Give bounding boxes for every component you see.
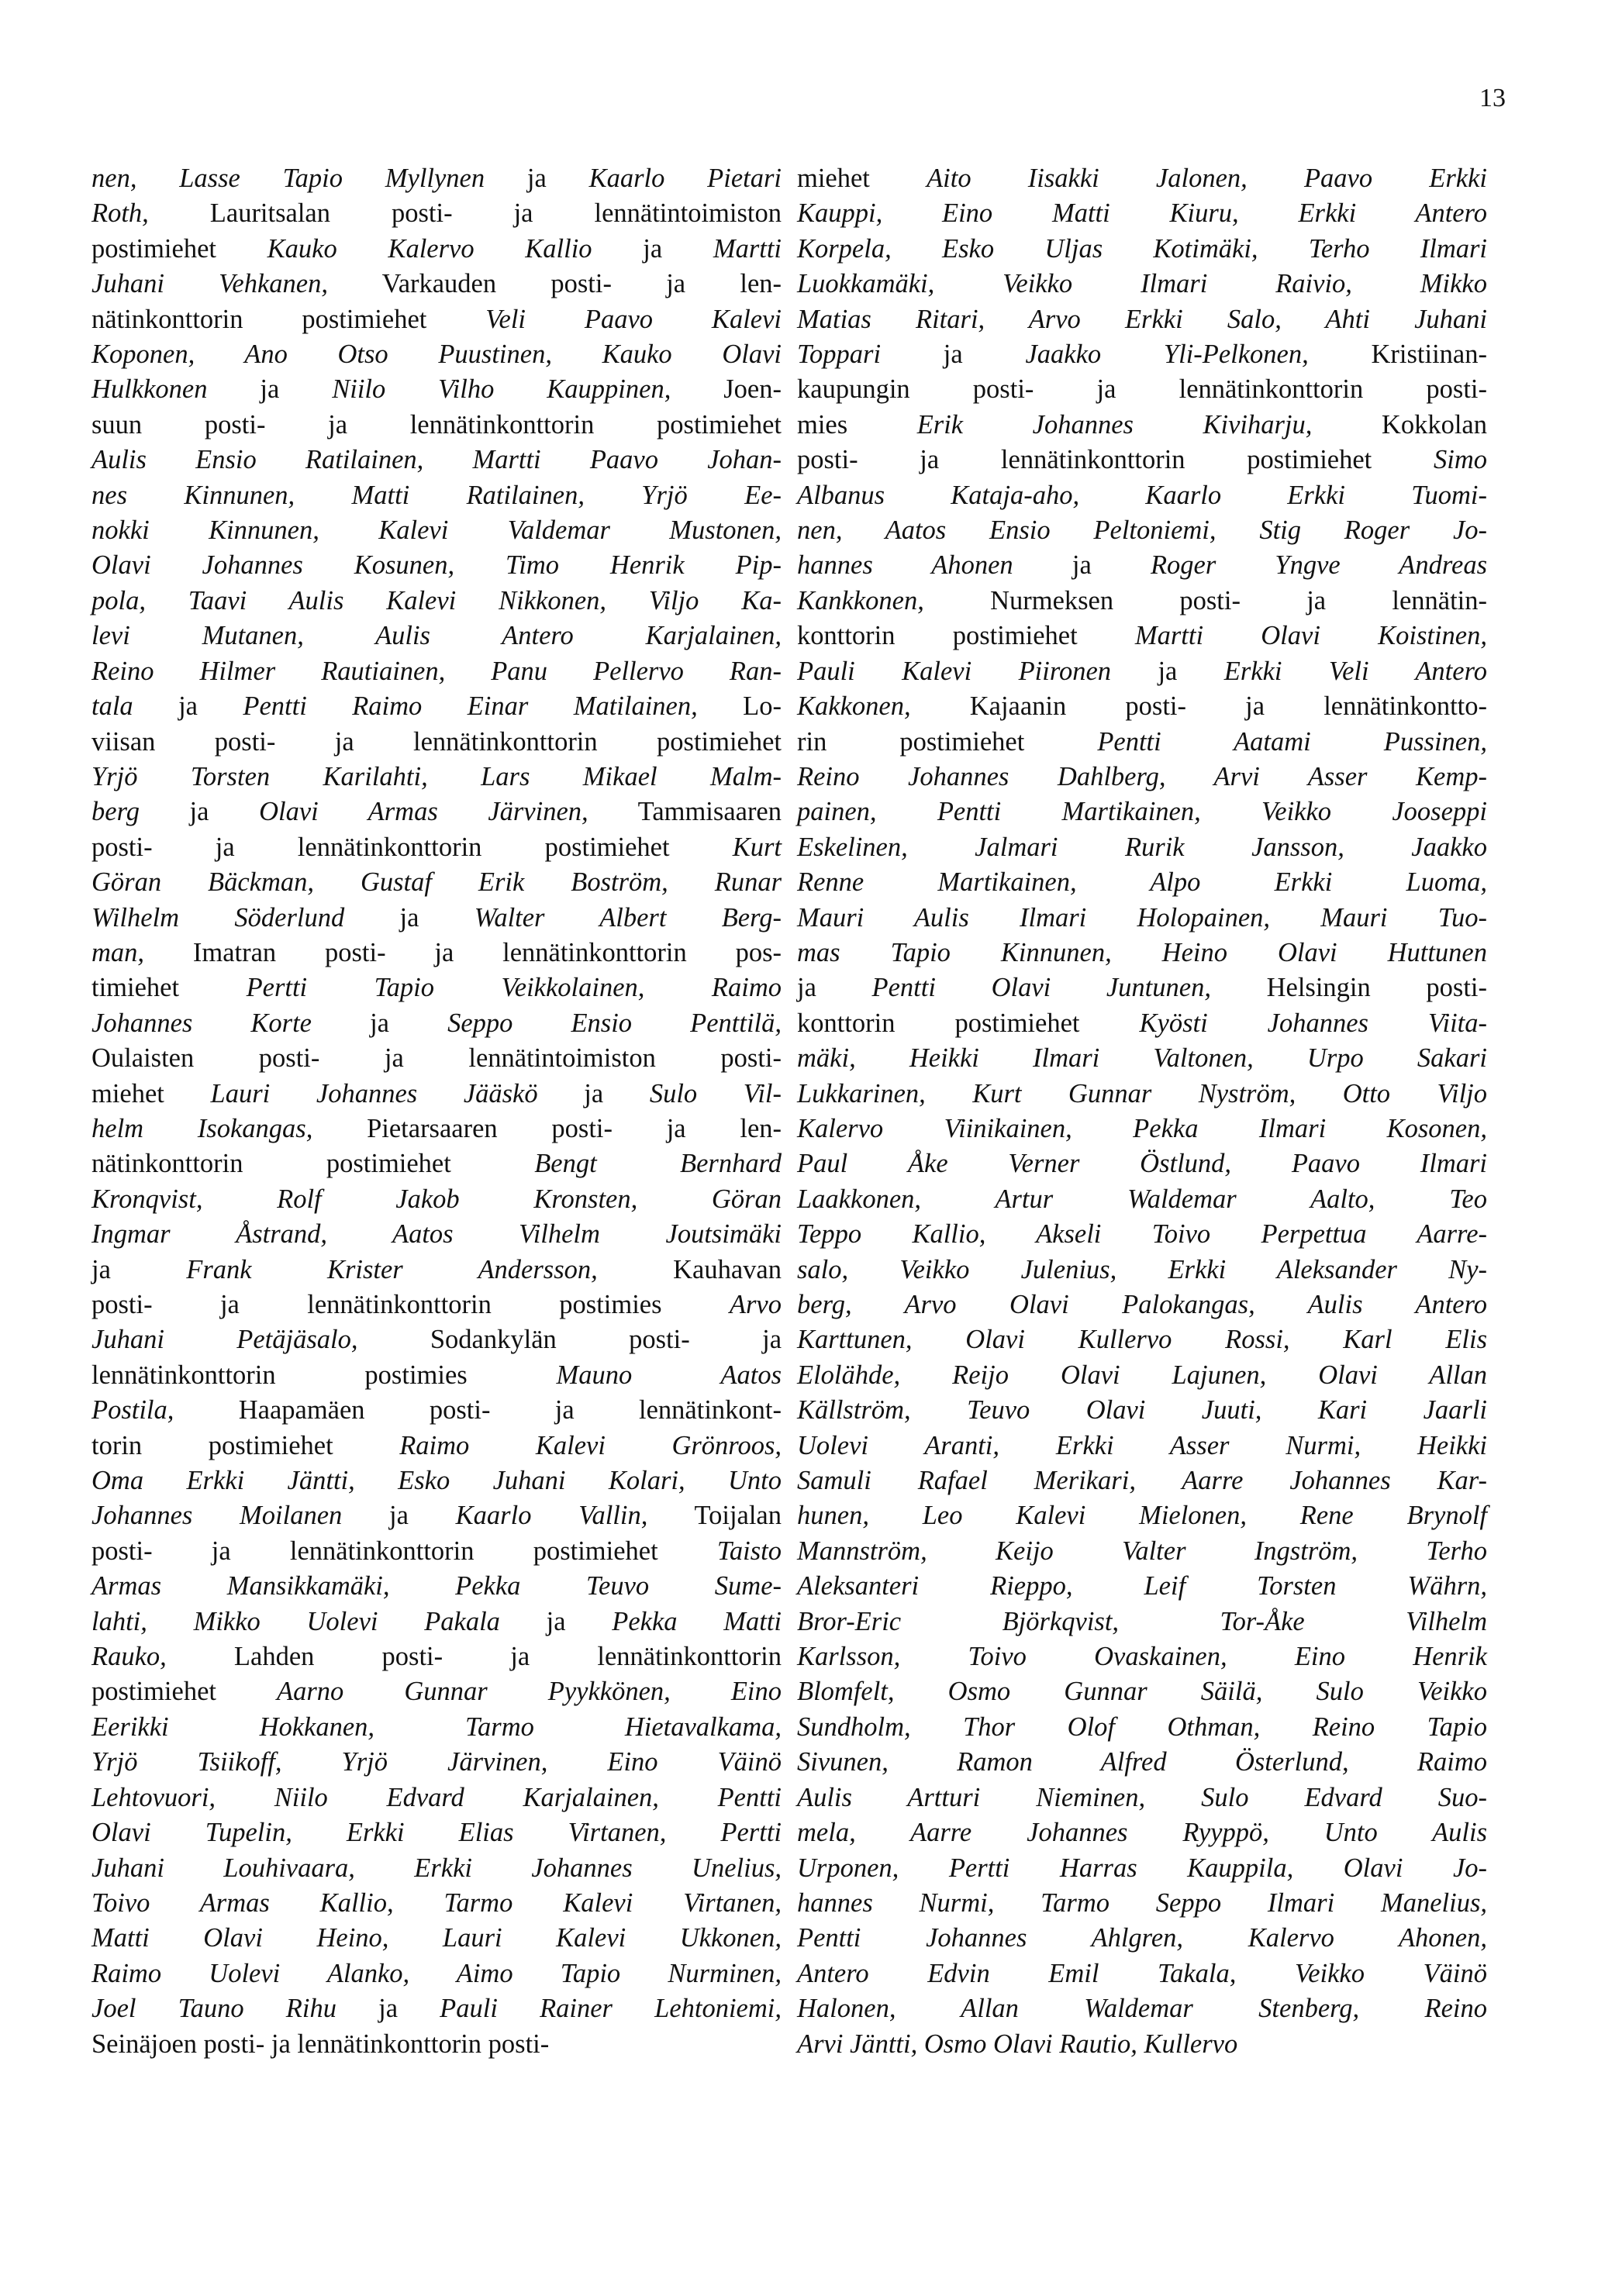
text-line xyxy=(91,1077,782,1112)
text-line xyxy=(91,1498,782,1533)
roman-text: ja xyxy=(311,1008,448,1038)
italic-name-text: Juhani Vehkanen, xyxy=(91,269,328,299)
text-line xyxy=(91,936,782,970)
roman-text: Tammisaaren xyxy=(588,797,782,827)
text-line xyxy=(797,1921,1487,1956)
text-line xyxy=(797,1534,1487,1569)
roman-text: ja xyxy=(344,902,475,933)
text-line xyxy=(91,548,782,583)
italic-name-text: Halonen, Allan Waldemar Stenberg, Reino xyxy=(797,1994,1487,2024)
text-line xyxy=(797,161,1487,196)
italic-name-text: tala xyxy=(91,691,133,722)
italic-name-text: Raimo Uolevi Alanko, Aimo Tapio Nurminen, xyxy=(91,1958,782,1988)
italic-name-text: Mannström, Keijo Valter Ingström, Terho xyxy=(797,1536,1487,1566)
roman-text: Toijalan xyxy=(647,1501,782,1531)
italic-name-text: Lauri Johannes Jääskö xyxy=(210,1078,538,1108)
text-line xyxy=(91,1288,782,1322)
text-line xyxy=(797,1288,1487,1322)
text-line xyxy=(91,584,782,619)
italic-name-text: Antero Edvin Emil Takala, Veikko Väinö xyxy=(797,1958,1487,1988)
italic-name-text: Arvi Jäntti, Osmo Olavi Rautio, Kullervo xyxy=(797,2029,1238,2059)
text-line xyxy=(797,302,1487,337)
text-line xyxy=(91,1605,782,1639)
text-line xyxy=(797,337,1487,372)
italic-name-text: Kakkonen, xyxy=(797,691,911,722)
roman-text: Nurmeksen posti- ja lennätin- xyxy=(923,585,1487,615)
italic-name-text: Kauppi, Eino Matti Kiuru, Erkki Antero xyxy=(797,198,1487,229)
italic-name-text: mäki, Heikki Ilmari Valtonen, Urpo Sakari xyxy=(797,1043,1487,1074)
text-line xyxy=(797,760,1487,795)
text-line xyxy=(91,1429,782,1463)
italic-name-text: nen, Lasse Tapio Myllynen xyxy=(91,164,485,193)
italic-name-text: Pekka Matti xyxy=(612,1606,782,1636)
text-line xyxy=(91,372,782,407)
italic-name-text: Laakkonen, Artur Waldemar Aalto, Teo xyxy=(797,1184,1487,1214)
italic-name-text: Olavi Johannes Kosunen, Timo Henrik Pip- xyxy=(91,550,782,581)
text-line xyxy=(797,1463,1487,1498)
text-line xyxy=(91,1534,782,1569)
text-line xyxy=(91,196,782,231)
text-line xyxy=(91,1710,782,1745)
text-line xyxy=(91,1112,782,1146)
text-line xyxy=(797,865,1487,900)
text-line xyxy=(91,1217,782,1252)
italic-name-text: Aito Iisakki Jalonen, Paavo Erkki xyxy=(927,164,1487,193)
italic-name-text: Karlsson, Toivo Ovaskainen, Eino Henrik xyxy=(797,1642,1487,1672)
italic-name-text: Ingmar Åstrand, Aatos Vilhelm Joutsimäki xyxy=(91,1219,782,1250)
roman-text: nätinkonttorin postimiehet xyxy=(91,304,486,334)
italic-name-text: Kauko Kalervo Kallio xyxy=(267,233,592,264)
text-line xyxy=(797,584,1487,619)
roman-text: Imatran posti- ja lennätinkonttorin pos- xyxy=(144,937,782,967)
roman-text: ja xyxy=(139,797,260,827)
roman-text: torin postimiehet xyxy=(91,1430,400,1460)
text-line xyxy=(797,830,1487,865)
text-line xyxy=(797,1077,1487,1112)
text-line xyxy=(91,408,782,443)
italic-name-text: Pentti Olavi Juntunen, xyxy=(871,973,1211,1003)
italic-name-text: Matias Ritari, Arvo Erkki Salo, Ahti Juhani xyxy=(797,304,1487,334)
italic-name-text: Reino Hilmer Rautiainen, Panu Pellervo Ran- xyxy=(91,656,782,686)
text-line xyxy=(797,443,1487,477)
italic-name-text: Kalervo Viinikainen, Pekka Ilmari Kosonen, xyxy=(797,1113,1487,1143)
italic-name-text: Koponen, Ano Otso Puustinen, Kauko Olavi xyxy=(91,340,782,370)
roman-text: ja xyxy=(485,164,589,193)
italic-name-text: mela, Aarre Johannes Ryyppö, Unto Aulis xyxy=(797,1818,1487,1848)
italic-name-text: pola, Taavi Aulis Kalevi Nikkonen, Viljo Ka- xyxy=(91,585,782,615)
italic-name-text: Pentti Aatami Pussinen, xyxy=(1097,726,1487,757)
italic-name-text: hannes Nurmi, Tarmo Seppo Ilmari Manelius, xyxy=(797,1887,1487,1918)
roman-text: ja xyxy=(336,1994,440,2024)
text-line xyxy=(91,1781,782,1815)
italic-name-text: Kronqvist, Rolf Jakob Kronsten, Göran xyxy=(91,1184,782,1214)
roman-text: suun posti- ja lennätinkonttorin postimiehet xyxy=(91,409,782,440)
text-line xyxy=(797,1182,1487,1217)
italic-name-text: Juhani Petäjäsalo, xyxy=(91,1325,358,1355)
italic-name-text: Mauri Aulis Ilmari Holopainen, Mauri Tuo- xyxy=(797,902,1487,933)
roman-text: Helsingin posti- xyxy=(1210,973,1487,1003)
italic-name-text: Frank Krister Andersson, xyxy=(186,1254,598,1284)
italic-name-text: Pauli Kalevi Piironen xyxy=(797,656,1112,686)
roman-text: posti- ja lennätinkonttorin postimiehet xyxy=(91,1536,717,1566)
text-line xyxy=(91,1393,782,1428)
italic-name-text: Sulo Vil- xyxy=(649,1078,782,1108)
text-line xyxy=(797,1674,1487,1709)
text-line xyxy=(91,478,782,513)
text-line xyxy=(797,1429,1487,1463)
text-line xyxy=(797,478,1487,513)
italic-name-text: Sivunen, Ramon Alfred Österlund, Raimo xyxy=(797,1747,1487,1777)
italic-name-text: Renne Martikainen, Alpo Erkki Luoma, xyxy=(797,867,1487,898)
italic-name-text: Paul Åke Verner Östlund, Paavo Ilmari xyxy=(797,1149,1487,1179)
text-line xyxy=(797,725,1487,760)
italic-name-text: Kankkonen, xyxy=(797,585,924,615)
text-line xyxy=(797,196,1487,231)
italic-name-text: man, xyxy=(91,937,145,967)
italic-name-text: Seppo Ensio Penttilä, xyxy=(447,1008,782,1038)
roman-text: ja xyxy=(207,374,333,405)
text-line xyxy=(91,1745,782,1780)
roman-text: Seinäjoen posti- ja lennätinkonttorin posti- xyxy=(91,2029,550,2059)
italic-name-text: nes Kinnunen, Matti Ratilainen, Yrjö Ee- xyxy=(91,480,782,510)
italic-name-text: Samuli Rafael Merikari, Aarre Johannes Kar- xyxy=(797,1466,1487,1496)
italic-name-text: Postila, xyxy=(91,1395,174,1426)
text-line xyxy=(797,1498,1487,1533)
text-line xyxy=(91,302,782,337)
italic-name-text: Simo xyxy=(1434,445,1487,475)
italic-name-text: Kurt xyxy=(732,832,782,862)
text-line xyxy=(797,1745,1487,1780)
text-line xyxy=(797,901,1487,936)
italic-name-text: Eerikki Hokkanen, Tarmo Hietavalkama, xyxy=(91,1712,782,1742)
italic-name-text: Erkki Veli Antero xyxy=(1223,656,1487,686)
text-line xyxy=(797,408,1487,443)
italic-name-text: lahti, Mikko Uolevi Pakala xyxy=(91,1606,500,1636)
italic-name-text: Källström, Teuvo Olavi Juuti, Kari Jaarli xyxy=(797,1395,1487,1426)
roman-text: konttorin postimiehet xyxy=(797,621,1135,651)
italic-name-text: Eskelinen, Jalmari Rurik Jansson, Jaakko xyxy=(797,832,1487,862)
roman-text: Sodankylän posti- ja xyxy=(357,1325,782,1355)
text-line xyxy=(91,267,782,302)
text-line xyxy=(91,1991,782,2026)
text-line xyxy=(797,1393,1487,1428)
text-line xyxy=(797,267,1487,302)
text-line xyxy=(91,513,782,548)
roman-text: posti- ja lennätinkonttorin postimiehet xyxy=(797,445,1434,475)
text-line xyxy=(91,1956,782,1991)
roman-text: posti- ja lennätinkonttorin postimies xyxy=(91,1290,730,1319)
roman-text: Kokkolan xyxy=(1312,409,1487,440)
italic-name-text: Pentti Johannes Ahlgren, Kalervo Ahonen, xyxy=(797,1923,1487,1953)
right-text-column xyxy=(797,161,1487,2062)
italic-name-text: Elolähde, Reijo Olavi Lajunen, Olavi Allan xyxy=(797,1360,1487,1390)
italic-name-text: Aulis Ensio Ratilainen, Martti Paavo Johan- xyxy=(91,445,782,475)
text-line xyxy=(91,830,782,865)
italic-name-text: Roth, xyxy=(91,198,149,229)
italic-name-text: salo, Veikko Julenius, Erkki Aleksander Ny- xyxy=(797,1254,1487,1284)
italic-name-text: Roger Yngve Andreas xyxy=(1150,550,1487,581)
italic-name-text: Oma Erkki Jäntti, Esko Juhani Kolari, Unto xyxy=(91,1466,782,1496)
italic-name-text: Pertti Tapio Veikkolainen, Raimo xyxy=(246,973,782,1003)
roman-text: ja xyxy=(1111,656,1224,686)
italic-name-text: Rauko, xyxy=(91,1642,167,1672)
text-line xyxy=(91,1006,782,1041)
roman-text: Lo- xyxy=(697,691,782,722)
italic-name-text: nen, Aatos Ensio Peltoniemi, Stig Roger Jo- xyxy=(797,515,1487,546)
roman-text: lennätinkonttorin postimies xyxy=(91,1360,557,1390)
italic-name-text: Armas Mansikkamäki, Pekka Teuvo Sume- xyxy=(91,1571,782,1601)
roman-text: Kajaanin posti- ja lennätinkontto- xyxy=(910,691,1487,722)
text-line xyxy=(91,1358,782,1393)
italic-name-text: Olavi Armas Järvinen, xyxy=(259,797,588,827)
text-line xyxy=(797,232,1487,267)
italic-name-text: Wilhelm Söderlund xyxy=(91,902,345,933)
italic-name-text: hunen, Leo Kalevi Mielonen, Rene Brynolf xyxy=(797,1501,1487,1531)
italic-name-text: Urponen, Pertti Harras Kauppila, Olavi Jo- xyxy=(797,1853,1487,1883)
text-line xyxy=(797,1358,1487,1393)
roman-text: Lauritsalan posti- ja lennätintoimiston xyxy=(148,198,782,229)
roman-text: postimiehet xyxy=(91,1677,278,1707)
roman-text: Joen- xyxy=(671,374,782,405)
text-line xyxy=(91,337,782,372)
text-line xyxy=(91,232,782,267)
text-line xyxy=(797,1146,1487,1181)
text-line xyxy=(797,936,1487,970)
text-line xyxy=(91,1253,782,1288)
italic-name-text: Teppo Kallio, Akseli Toivo Perpettua Aarre- xyxy=(797,1219,1487,1250)
text-line xyxy=(91,1815,782,1850)
roman-text: ja xyxy=(592,233,713,264)
text-line xyxy=(797,1041,1487,1076)
text-line xyxy=(797,1639,1487,1674)
roman-text: Varkauden posti- ja len- xyxy=(327,269,782,299)
roman-text: Kauhavan xyxy=(597,1254,782,1284)
roman-text: timiehet xyxy=(91,973,247,1003)
italic-name-text: Johannes Moilanen xyxy=(91,1501,343,1531)
text-line xyxy=(797,1569,1487,1604)
text-line xyxy=(91,970,782,1005)
text-line xyxy=(797,1956,1487,1991)
text-line xyxy=(797,1112,1487,1146)
italic-name-text: Albanus Kataja-aho, Kaarlo Erkki Tuomi- xyxy=(797,480,1487,510)
italic-name-text: Martti xyxy=(713,233,782,264)
text-line xyxy=(797,548,1487,583)
roman-text: postimiehet xyxy=(91,233,267,264)
italic-name-text: Yrjö Tsiikoff, Yrjö Järvinen, Eino Väinö xyxy=(91,1747,782,1777)
italic-name-text: Karttunen, Olavi Kullervo Rossi, Karl Elis xyxy=(797,1325,1487,1355)
italic-name-text: Martti Olavi Koistinen, xyxy=(1134,621,1487,651)
roman-text: ja xyxy=(537,1078,650,1108)
italic-name-text: Lukkarinen, Kurt Gunnar Nyström, Otto Viljo xyxy=(797,1078,1487,1108)
text-line xyxy=(797,1006,1487,1041)
text-line xyxy=(797,1253,1487,1288)
italic-name-text: berg, Arvo Olavi Palokangas, Aulis Antero xyxy=(797,1290,1487,1319)
italic-name-text: berg xyxy=(91,797,140,827)
text-line xyxy=(797,795,1487,829)
roman-text: viisan posti- ja lennätinkonttorin postimiehet xyxy=(91,726,782,757)
text-line xyxy=(797,1991,1487,2026)
italic-name-text: Bengt Bernhard xyxy=(534,1149,782,1179)
italic-name-text: Pentti Raimo Einar Matilainen, xyxy=(243,691,698,722)
text-line xyxy=(91,2027,782,2062)
roman-text: Kristiinan- xyxy=(1308,340,1487,370)
italic-name-text: Kyösti Johannes Viita- xyxy=(1139,1008,1487,1038)
italic-name-text: Luokkamäki, Veikko Ilmari Raivio, Mikko xyxy=(797,269,1487,299)
italic-name-text: Blomfelt, Osmo Gunnar Säilä, Sulo Veikko xyxy=(797,1677,1487,1707)
italic-name-text: levi Mutanen, Aulis Antero Karjalainen, xyxy=(91,621,782,651)
italic-name-text: Kaarlo Pietari xyxy=(588,164,782,193)
roman-text: posti- ja lennätinkonttorin postimiehet xyxy=(91,832,733,862)
italic-name-text: Pauli Rainer Lehtoniemi, xyxy=(440,1994,782,2024)
italic-name-text: Veli Paavo Kalevi xyxy=(485,304,782,334)
roman-text: ja xyxy=(342,1501,456,1531)
text-line xyxy=(797,970,1487,1005)
text-line xyxy=(91,1851,782,1886)
text-line xyxy=(91,1146,782,1181)
italic-name-text: Joel Tauno Rihu xyxy=(91,1994,336,2024)
italic-name-text: helm Isokangas, xyxy=(91,1113,313,1143)
text-line xyxy=(797,513,1487,548)
roman-text: rin postimiehet xyxy=(797,726,1098,757)
text-line xyxy=(797,689,1487,724)
text-line xyxy=(797,1886,1487,1921)
text-line xyxy=(91,1182,782,1217)
roman-text: Lahden posti- ja lennätinkonttorin xyxy=(166,1642,782,1672)
roman-text: ja xyxy=(133,691,243,722)
roman-text: ja xyxy=(1013,550,1151,581)
italic-name-text: Olavi Tupelin, Erkki Elias Virtanen, Pertti xyxy=(91,1818,782,1848)
text-line xyxy=(91,443,782,477)
text-line xyxy=(91,1674,782,1709)
italic-name-text: Johannes Korte xyxy=(91,1008,312,1038)
roman-text: ja xyxy=(91,1254,187,1284)
italic-name-text: Uolevi Aranti, Erkki Asser Nurmi, Heikki xyxy=(797,1430,1487,1460)
roman-text: Oulaisten posti- ja lennätintoimiston posti- xyxy=(91,1043,782,1074)
text-line xyxy=(91,795,782,829)
italic-name-text: Bror-Eric Björkqvist, Tor-Åke Vilhelm xyxy=(797,1606,1487,1636)
italic-name-text: Sundholm, Thor Olof Othman, Reino Tapio xyxy=(797,1712,1487,1742)
italic-name-text: Aarno Gunnar Pyykkönen, Eino xyxy=(277,1677,782,1707)
text-line xyxy=(797,1851,1487,1886)
italic-name-text: hannes Ahonen xyxy=(797,550,1013,581)
left-text-column xyxy=(91,161,782,2062)
text-line xyxy=(91,654,782,689)
italic-name-text: Juhani Louhivaara, Erkki Johannes Unelius, xyxy=(91,1853,782,1883)
italic-name-text: Erik Johannes Kiviharju, xyxy=(916,409,1313,440)
italic-name-text: Walter Albert Berg- xyxy=(474,902,782,933)
italic-name-text: Raimo Kalevi Grönroos, xyxy=(399,1430,782,1460)
italic-name-text: Jaakko Yli-Pelkonen, xyxy=(1025,340,1309,370)
italic-name-text: nokki Kinnunen, Kalevi Valdemar Mustonen, xyxy=(91,515,782,546)
page-number: 13 xyxy=(1479,84,1506,112)
text-line xyxy=(91,725,782,760)
roman-text: nätinkonttorin postimiehet xyxy=(91,1149,535,1179)
italic-name-text: Aleksanteri Rieppo, Leif Torsten Währn, xyxy=(797,1571,1487,1601)
text-line xyxy=(91,1463,782,1498)
italic-name-text: Göran Bäckman, Gustaf Erik Boström, Runar xyxy=(91,867,782,898)
italic-name-text: Matti Olavi Heino, Lauri Kalevi Ukkonen, xyxy=(91,1923,782,1953)
text-line xyxy=(797,654,1487,689)
italic-name-text: Korpela, Esko Uljas Kotimäki, Terho Ilmari xyxy=(797,233,1487,264)
italic-name-text: Yrjö Torsten Karilahti, Lars Mikael Malm- xyxy=(91,761,782,791)
text-line xyxy=(91,1041,782,1076)
text-line xyxy=(797,372,1487,407)
text-line xyxy=(797,2027,1487,2062)
italic-name-text: painen, Pentti Martikainen, Veikko Jooseppi xyxy=(797,797,1487,827)
text-line xyxy=(91,901,782,936)
text-line xyxy=(797,619,1487,653)
text-line xyxy=(91,1886,782,1921)
text-line xyxy=(91,619,782,653)
text-line xyxy=(91,760,782,795)
text-line xyxy=(91,1322,782,1357)
roman-text: Pietarsaaren posti- ja len- xyxy=(312,1113,782,1143)
text-line xyxy=(91,865,782,900)
text-line xyxy=(91,1639,782,1674)
text-line xyxy=(797,1322,1487,1357)
roman-text: miehet xyxy=(91,1078,211,1108)
italic-name-text: Toivo Armas Kallio, Tarmo Kalevi Virtanen, xyxy=(91,1887,782,1918)
roman-text: kaupungin posti- ja lennätinkonttorin posti- xyxy=(797,374,1487,405)
roman-text: ja xyxy=(881,340,1026,370)
italic-name-text: Toppari xyxy=(797,340,882,370)
text-line xyxy=(797,1781,1487,1815)
roman-text: konttorin postimiehet xyxy=(797,1008,1140,1038)
italic-name-text: Niilo Vilho Kauppinen, xyxy=(332,374,671,405)
text-line xyxy=(797,1605,1487,1639)
italic-name-text: Kaarlo Vallin, xyxy=(455,1501,648,1531)
roman-text: Haapamäen posti- ja lennätinkont- xyxy=(174,1395,782,1426)
italic-name-text: Arvo xyxy=(729,1290,782,1319)
text-line xyxy=(91,1921,782,1956)
text-line xyxy=(91,161,782,196)
text-line xyxy=(797,1710,1487,1745)
italic-name-text: Hulkkonen xyxy=(91,374,208,405)
italic-name-text: Reino Johannes Dahlberg, Arvi Asser Kemp- xyxy=(797,761,1487,791)
italic-name-text: Lehtovuori, Niilo Edvard Karjalainen, Pentti xyxy=(91,1782,782,1812)
italic-name-text: Mauno Aatos xyxy=(556,1360,782,1390)
text-line xyxy=(91,1569,782,1604)
italic-name-text: Taisto xyxy=(716,1536,782,1566)
text-line xyxy=(91,689,782,724)
roman-text: mies xyxy=(797,409,917,440)
roman-text: ja xyxy=(797,973,872,1003)
italic-name-text: mas Tapio Kinnunen, Heino Olavi Huttunen xyxy=(797,937,1487,967)
roman-text: ja xyxy=(499,1606,613,1636)
italic-name-text: Aulis Artturi Nieminen, Sulo Edvard Suo- xyxy=(797,1782,1487,1812)
roman-text: miehet xyxy=(797,164,927,193)
text-line xyxy=(797,1217,1487,1252)
text-line xyxy=(797,1815,1487,1850)
